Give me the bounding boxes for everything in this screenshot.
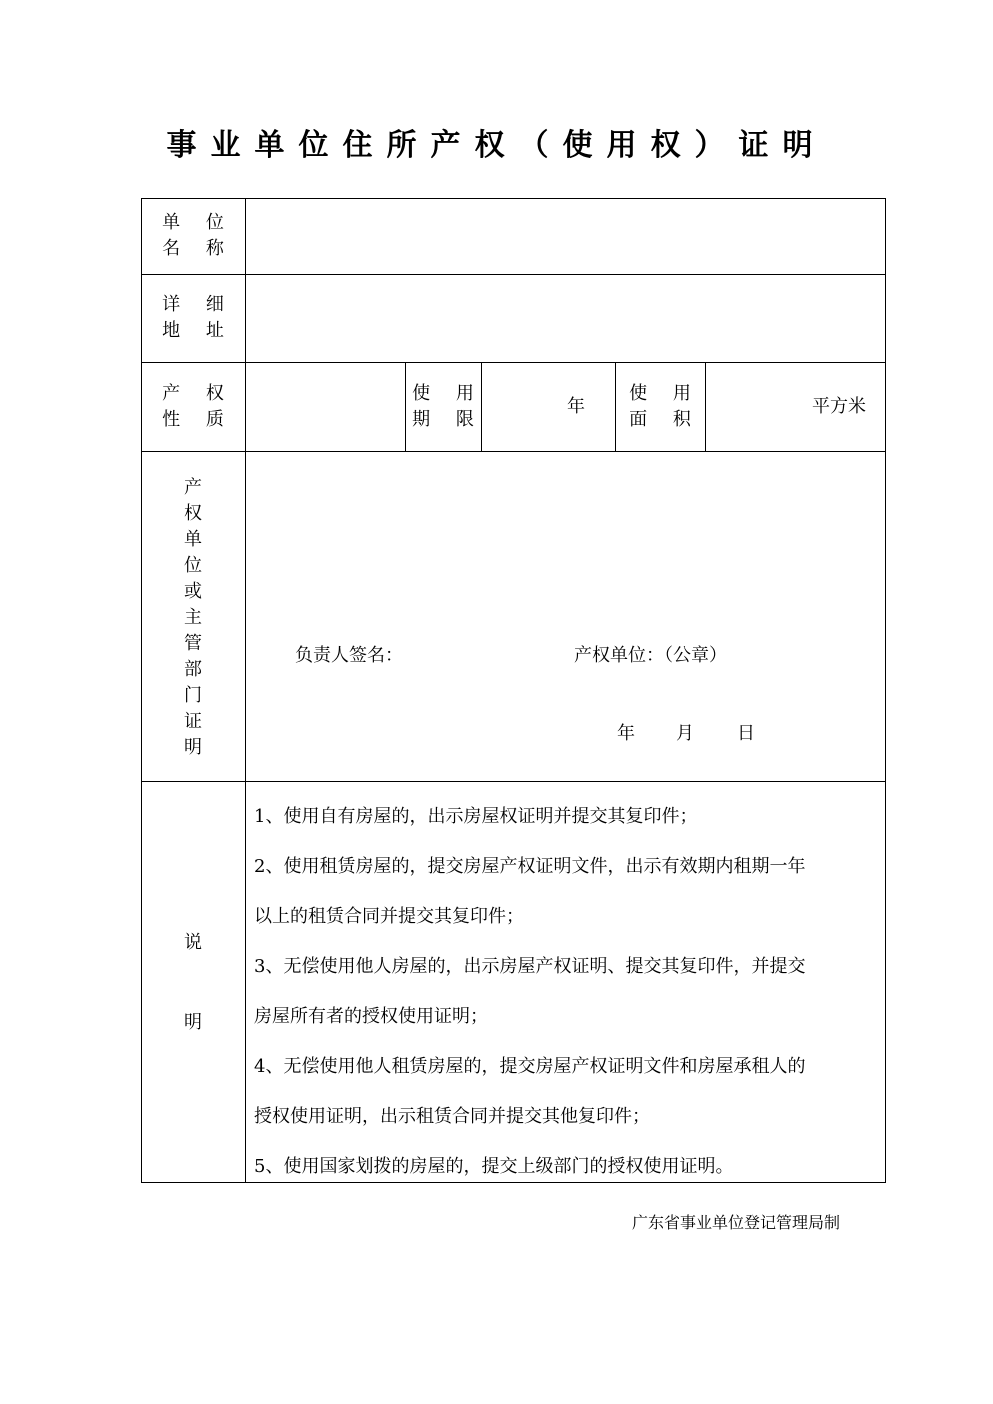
use-area-label: 使 用 面 积 xyxy=(629,383,701,430)
unit-name-label: 单 位 名 称 xyxy=(162,212,234,259)
property-nature-label: 产 权 性 质 xyxy=(162,383,234,430)
column-divider xyxy=(245,198,246,1183)
note-line: 2、使用租赁房屋的，提交房屋产权证明文件，出示有效期内租期一年 xyxy=(254,856,806,877)
signature-label: 负责人签名： xyxy=(295,645,403,666)
certify-label: 产权单位或主管部门证明 xyxy=(184,477,202,758)
year-unit: 年 xyxy=(567,396,585,417)
area-unit: 平方米 xyxy=(812,396,866,417)
notes-label-1: 说 xyxy=(184,932,202,953)
row-divider xyxy=(141,274,886,275)
note-line: 4、无偿使用他人租赁房屋的，提交房屋产权证明文件和房屋承租人的 xyxy=(254,1056,806,1077)
address-label: 详 细 地 址 xyxy=(162,294,234,341)
footer-issuer: 广东省事业单位登记管理局制 xyxy=(631,1213,840,1232)
row-divider xyxy=(141,451,886,452)
note-line: 5、使用国家划拨的房屋的，提交上级部门的授权使用证明。 xyxy=(254,1156,734,1177)
date-day: 日 xyxy=(737,723,755,744)
use-period-label: 使 用 期 限 xyxy=(412,383,484,430)
notes-label-2: 明 xyxy=(184,1012,202,1033)
note-line: 以上的租赁合同并提交其复印件； xyxy=(254,906,524,927)
date-year: 年 xyxy=(617,723,635,744)
row-divider xyxy=(141,781,886,782)
note-line: 授权使用证明，出示租赁合同并提交其他复印件； xyxy=(254,1106,650,1127)
notes-list xyxy=(254,800,874,1200)
note-line: 房屋所有者的授权使用证明； xyxy=(254,1006,488,1027)
date-month: 月 xyxy=(676,723,694,744)
document-title: 事业单位住所产权（使用权）证明 xyxy=(166,128,827,163)
note-line: 3、无偿使用他人房屋的，出示房屋产权证明、提交其复印件，并提交 xyxy=(254,956,806,977)
seal-label: 产权单位：（公章） xyxy=(574,645,727,666)
row-divider xyxy=(141,362,886,363)
note-line: 1、使用自有房屋的，出示房屋权证明并提交其复印件； xyxy=(254,806,698,827)
